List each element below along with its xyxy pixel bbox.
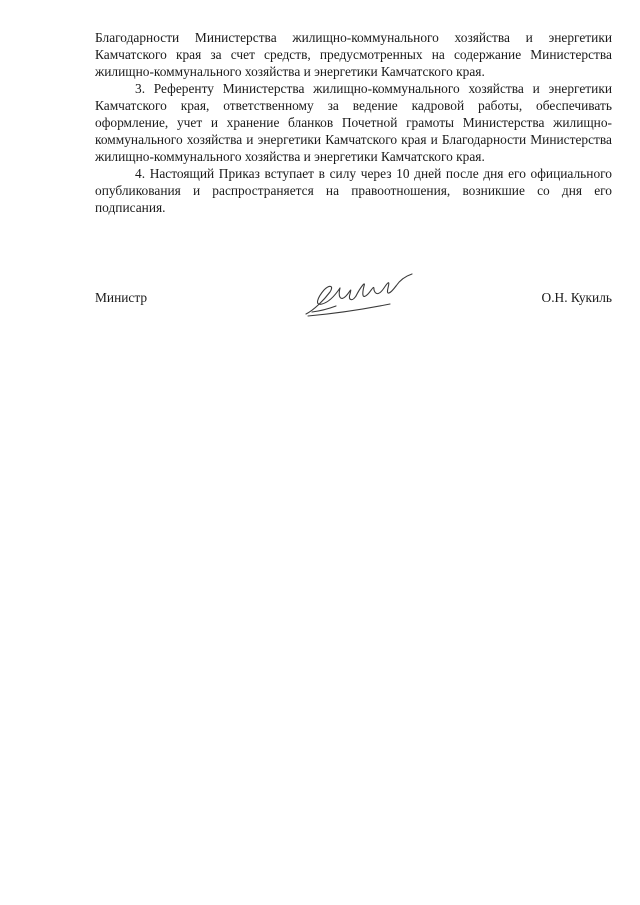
document-body	[95, 29, 612, 216]
paragraph-continuation: Благодарности Министерства жилищно-коммунального хозяйства и энергетики Камчатского края за счет средств, предусмотренных на содержание Министерства жилищно-коммунального хозяйства и энергетики Камчатского края.	[95, 30, 612, 79]
paragraph-item-4: 4. Настоящий Приказ вступает в силу через 10 дней после дня его официального опубликования и распространяется на правоотношения, возникшие со дня его подписания.	[95, 166, 612, 215]
paragraph-item-3: 3. Референту Министерства жилищно-коммунального хозяйства и энергетики Камчатского края, ответственному за ведение кадровой работы, обеспечивать оформление, учет и хранение бланков Почетной грамоты Министерства жилищно-коммунального хозяйства и энергетики Камчатского края и Благодарности Министерства жилищно-коммунального хозяйства и энергетики Камчатского края.	[95, 81, 612, 164]
signatory-name: О.Н. Кукиль	[541, 290, 612, 305]
signatory-title: Министр	[95, 290, 148, 305]
handwritten-signature-icon	[300, 270, 420, 318]
signature-block	[95, 270, 612, 320]
